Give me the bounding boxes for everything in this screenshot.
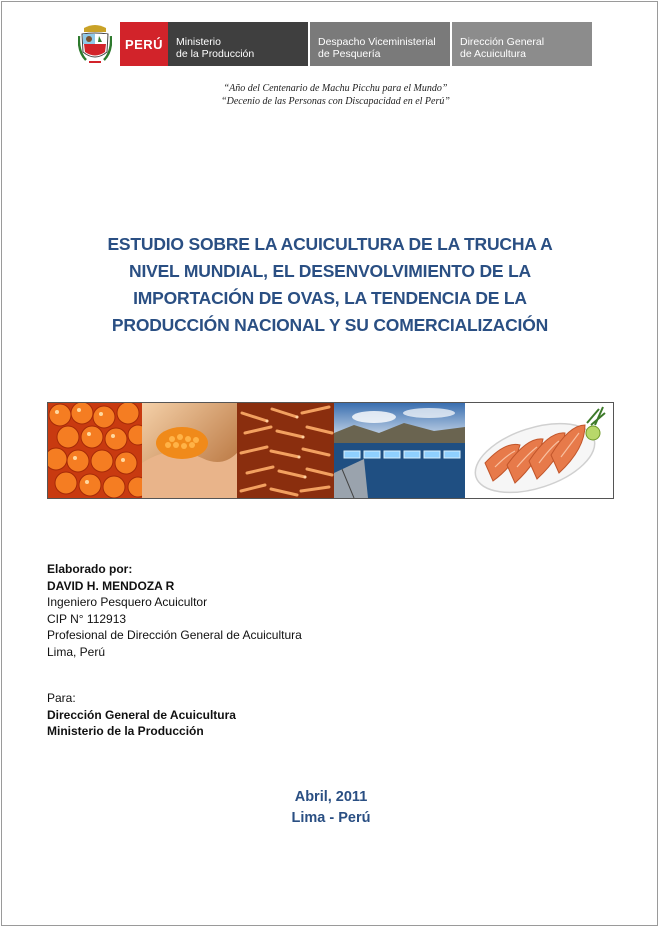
hand-eggs-photo [142, 403, 237, 498]
author-label: Elaborado por: [47, 562, 133, 576]
fish-eggs-photo [48, 403, 142, 498]
recipient-line: Dirección General de Acuicultura [47, 707, 236, 722]
year-mottos [0, 82, 661, 108]
despacho-box: Despacho Viceministerial de Pesquería [310, 22, 450, 66]
document-title: ESTUDIO SOBRE LA ACUICULTURA DE LA TRUCHA A NIVEL MUNDIAL, EL DESENVOLVIMIENTO DE LA IMPORTACIÓN DE OVAS, LA TENDENCIA DE LA PRODUCCIÓN NACIONAL Y SU COMERCIALIZACIÓN [107, 234, 553, 335]
government-header [78, 22, 592, 66]
document-date: Abril, 2011 [294, 789, 368, 805]
ministry-box: Ministerio de la Producción [168, 22, 308, 66]
peru-label: PERÚ [120, 22, 168, 66]
author-cip: CIP N° 112913 [47, 611, 127, 626]
trout-fillets-photo [465, 403, 613, 498]
author-name: DAVID H. MENDOZA R [47, 578, 175, 593]
fingerlings-photo [237, 403, 334, 498]
author-block [47, 561, 302, 660]
author-position: Profesional de Dirección General de Acuicultura [47, 628, 302, 642]
motto-line: “Año del Centenario de Machu Picchu para el Mundo” [223, 83, 448, 94]
coat-of-arms-icon [78, 22, 112, 66]
lake-cages-photo [334, 403, 465, 498]
author-location: Lima, Perú [47, 644, 106, 659]
recipient-label: Para: [47, 691, 76, 705]
recipient-line: Ministerio de la Producción [47, 724, 204, 738]
photo-strip [47, 402, 614, 499]
motto-line: “Decenio de las Personas con Discapacidad en el Perú” [221, 96, 450, 107]
direccion-box: Dirección General de Acuicultura [452, 22, 592, 66]
author-role: Ingeniero Pesquero Acuicultor [47, 595, 208, 609]
date-place-block [0, 787, 661, 829]
document-place: Lima - Perú [291, 810, 371, 826]
recipient-block [47, 690, 236, 740]
